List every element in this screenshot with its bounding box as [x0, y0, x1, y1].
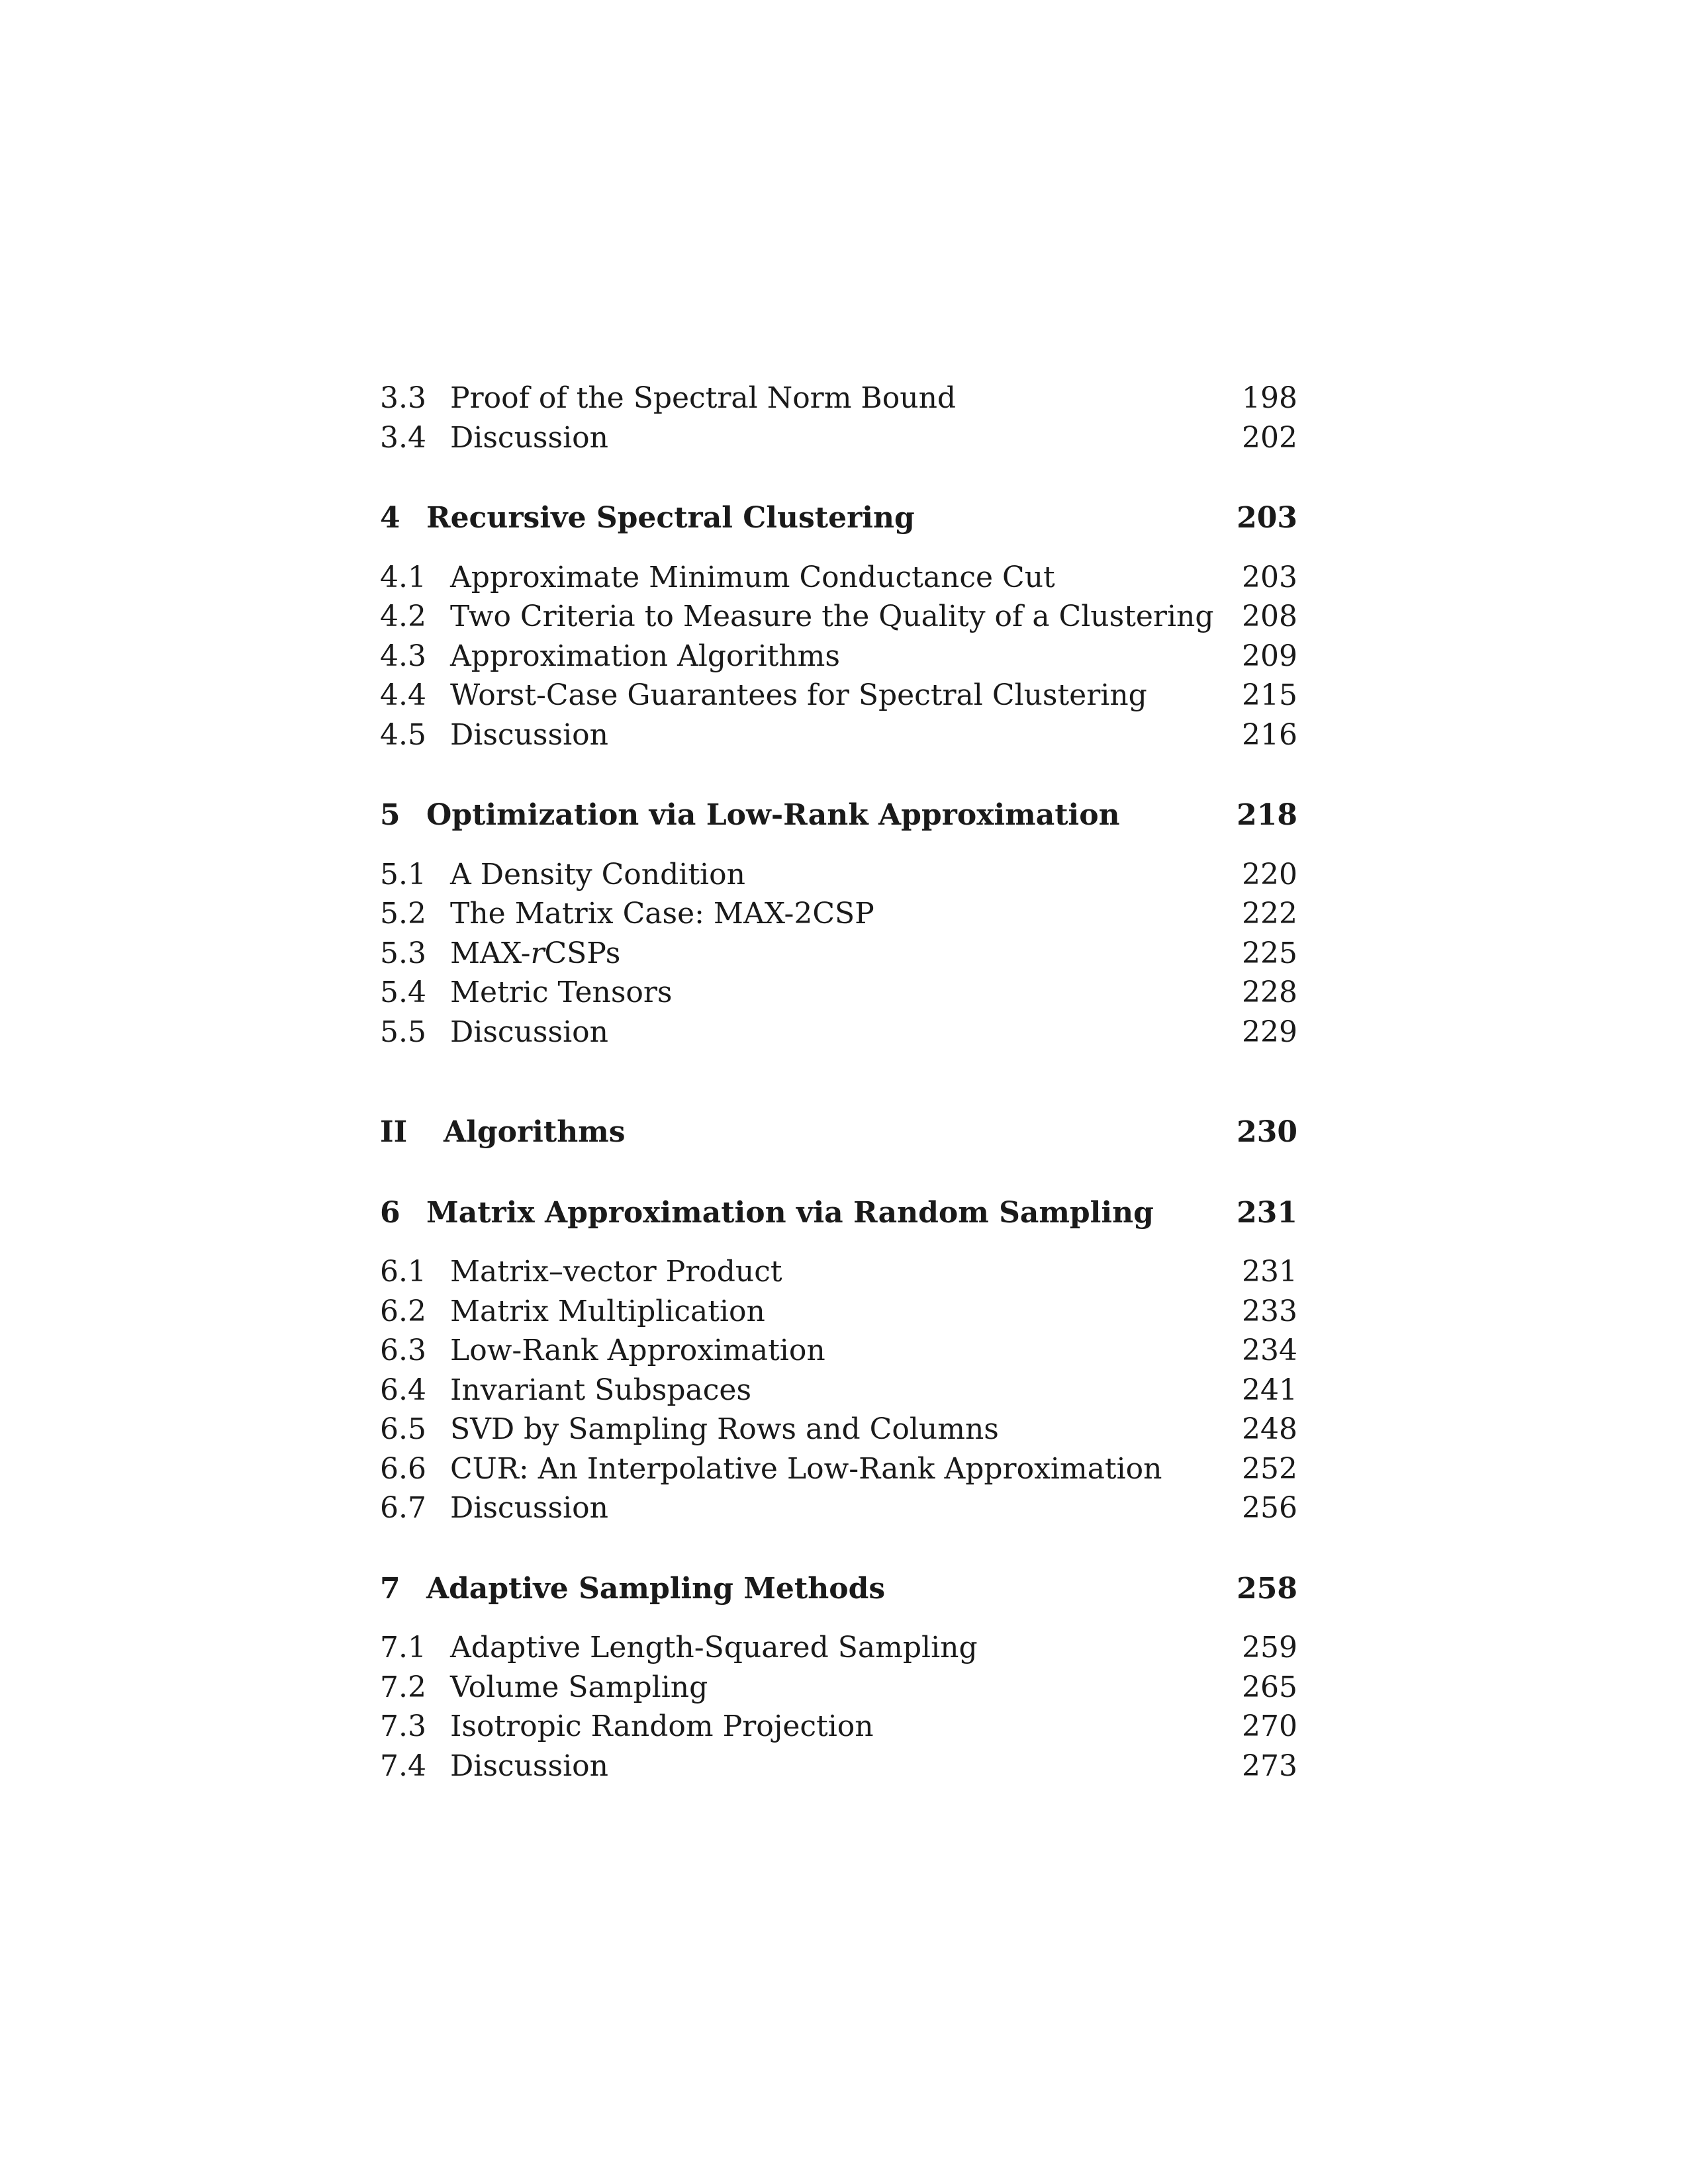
section-title: Invariant Subspaces	[450, 1373, 752, 1407]
section-number: 7.4	[380, 1749, 426, 1783]
toc-entry-3-3	[380, 379, 1297, 418]
section-title: Two Criteria to Measure the Quality of a Clustering	[450, 600, 1214, 633]
page-number: 202	[1242, 420, 1297, 455]
section-number: 5.2	[380, 897, 426, 931]
section-number: 3.3	[380, 381, 426, 415]
toc-entry-4-5	[380, 715, 1297, 755]
toc-entry-6-2	[380, 1292, 1297, 1332]
toc-part-ii	[380, 1113, 1297, 1152]
page-number: 228	[1242, 976, 1297, 1009]
section-number: 4.2	[380, 600, 426, 633]
section-number: 6.5	[380, 1412, 426, 1446]
page-number: 230	[1237, 1115, 1297, 1149]
page-number: 258	[1237, 1571, 1297, 1606]
page-number: 231	[1237, 1195, 1297, 1230]
toc-entry-7-1	[380, 1628, 1297, 1668]
section-number: 7.3	[380, 1709, 426, 1743]
page-number: 208	[1242, 600, 1297, 633]
chapter-title: Optimization via Low-Rank Approximation	[426, 798, 1120, 832]
toc-entry-3-4	[380, 418, 1297, 458]
page-number: 218	[1237, 798, 1297, 832]
section-title: CUR: An Interpolative Low-Rank Approximation	[450, 1451, 1162, 1486]
section-title: Volume Sampling	[450, 1670, 708, 1704]
chapter-number: 7	[380, 1571, 400, 1606]
page-number: 259	[1242, 1631, 1297, 1664]
toc-entry-4-2	[380, 597, 1297, 637]
toc-entry-5-1	[380, 855, 1297, 895]
chapter-number: 4	[380, 501, 400, 535]
section-number: 5.5	[380, 1015, 426, 1049]
part-number: II	[380, 1115, 408, 1149]
page-number: 241	[1242, 1373, 1297, 1407]
chapter-number: 5	[380, 798, 400, 832]
chapter-number: 6	[380, 1195, 400, 1230]
page-number: 229	[1242, 1015, 1297, 1049]
table-of-contents	[380, 379, 1297, 1786]
toc-entry-4-3	[380, 637, 1297, 676]
toc-entry-6-1	[380, 1252, 1297, 1292]
page-number: 203	[1242, 560, 1297, 594]
section-title: Proof of the Spectral Norm Bound	[450, 381, 957, 415]
section-number: 4.1	[380, 560, 426, 594]
page-number: 265	[1242, 1670, 1297, 1704]
section-number: 4.5	[380, 717, 426, 752]
toc-chapter-6	[380, 1193, 1297, 1233]
toc-chapter-7	[380, 1569, 1297, 1609]
section-number: 4.3	[380, 639, 426, 673]
section-number: 6.3	[380, 1334, 426, 1367]
page-number: 256	[1242, 1491, 1297, 1525]
section-number: 5.1	[380, 857, 426, 891]
section-title: Discussion	[450, 717, 608, 752]
section-number: 6.7	[380, 1491, 426, 1525]
section-title: Discussion	[450, 1749, 608, 1783]
page-number: 234	[1242, 1334, 1297, 1367]
toc-chapter-4	[380, 498, 1297, 538]
page-number: 233	[1242, 1294, 1297, 1328]
toc-entry-4-4	[380, 676, 1297, 715]
chapter-title: Recursive Spectral Clustering	[426, 501, 915, 535]
toc-entry-7-2	[380, 1668, 1297, 1707]
section-number: 5.3	[380, 936, 426, 970]
section-title: Matrix–vector Product	[450, 1255, 782, 1289]
section-title: Isotropic Random Projection	[450, 1709, 874, 1743]
toc-entry-7-3	[380, 1707, 1297, 1747]
chapter-title: Matrix Approximation via Random Sampling	[426, 1195, 1154, 1230]
section-title: MAX-rCSPs	[450, 936, 621, 970]
page-number: 252	[1242, 1451, 1297, 1486]
toc-entry-5-3	[380, 934, 1297, 974]
toc-entry-6-7	[380, 1488, 1297, 1528]
section-title: Discussion	[450, 420, 608, 455]
section-number: 5.4	[380, 976, 426, 1009]
section-title: Matrix Multiplication	[450, 1294, 765, 1328]
page-number: 203	[1237, 501, 1297, 535]
section-number: 4.4	[380, 678, 426, 712]
toc-entry-6-4	[380, 1371, 1297, 1410]
toc-entry-7-4	[380, 1747, 1297, 1786]
toc-entry-5-2	[380, 894, 1297, 934]
section-title: Approximate Minimum Conductance Cut	[450, 560, 1055, 594]
section-title: Approximation Algorithms	[450, 639, 840, 673]
section-number: 6.6	[380, 1451, 426, 1486]
toc-entry-5-4	[380, 973, 1297, 1013]
page-number: 248	[1242, 1412, 1297, 1446]
section-title: Adaptive Length-Squared Sampling	[450, 1631, 978, 1664]
toc-entry-4-1	[380, 558, 1297, 598]
toc-entry-6-5	[380, 1410, 1297, 1449]
page-number: 216	[1242, 717, 1297, 752]
section-title: Low-Rank Approximation	[450, 1334, 825, 1367]
page-number: 231	[1242, 1255, 1297, 1289]
section-number: 7.1	[380, 1631, 426, 1664]
section-number: 3.4	[380, 420, 426, 455]
section-title: The Matrix Case: MAX-2CSP	[450, 897, 874, 931]
section-number: 7.2	[380, 1670, 426, 1704]
page-number: 273	[1242, 1749, 1297, 1783]
section-title: Metric Tensors	[450, 976, 673, 1009]
section-title: A Density Condition	[450, 857, 745, 891]
page-number: 215	[1242, 678, 1297, 712]
page-number: 222	[1242, 897, 1297, 931]
page-number: 198	[1242, 381, 1297, 415]
toc-entry-6-6	[380, 1449, 1297, 1489]
section-title: Worst-Case Guarantees for Spectral Clustering	[450, 678, 1147, 712]
page-number: 225	[1242, 936, 1297, 970]
chapter-title: Adaptive Sampling Methods	[426, 1571, 886, 1606]
page-number: 209	[1242, 639, 1297, 673]
section-number: 6.2	[380, 1294, 426, 1328]
part-title: Algorithms	[444, 1115, 626, 1149]
page-number: 220	[1242, 857, 1297, 891]
toc-entry-5-5	[380, 1013, 1297, 1052]
toc-entry-6-3	[380, 1331, 1297, 1371]
section-title: SVD by Sampling Rows and Columns	[450, 1412, 999, 1446]
section-title: Discussion	[450, 1015, 608, 1049]
toc-chapter-5	[380, 796, 1297, 835]
section-title: Discussion	[450, 1491, 608, 1525]
section-number: 6.1	[380, 1255, 426, 1289]
page-number: 270	[1242, 1709, 1297, 1743]
section-number: 6.4	[380, 1373, 426, 1407]
